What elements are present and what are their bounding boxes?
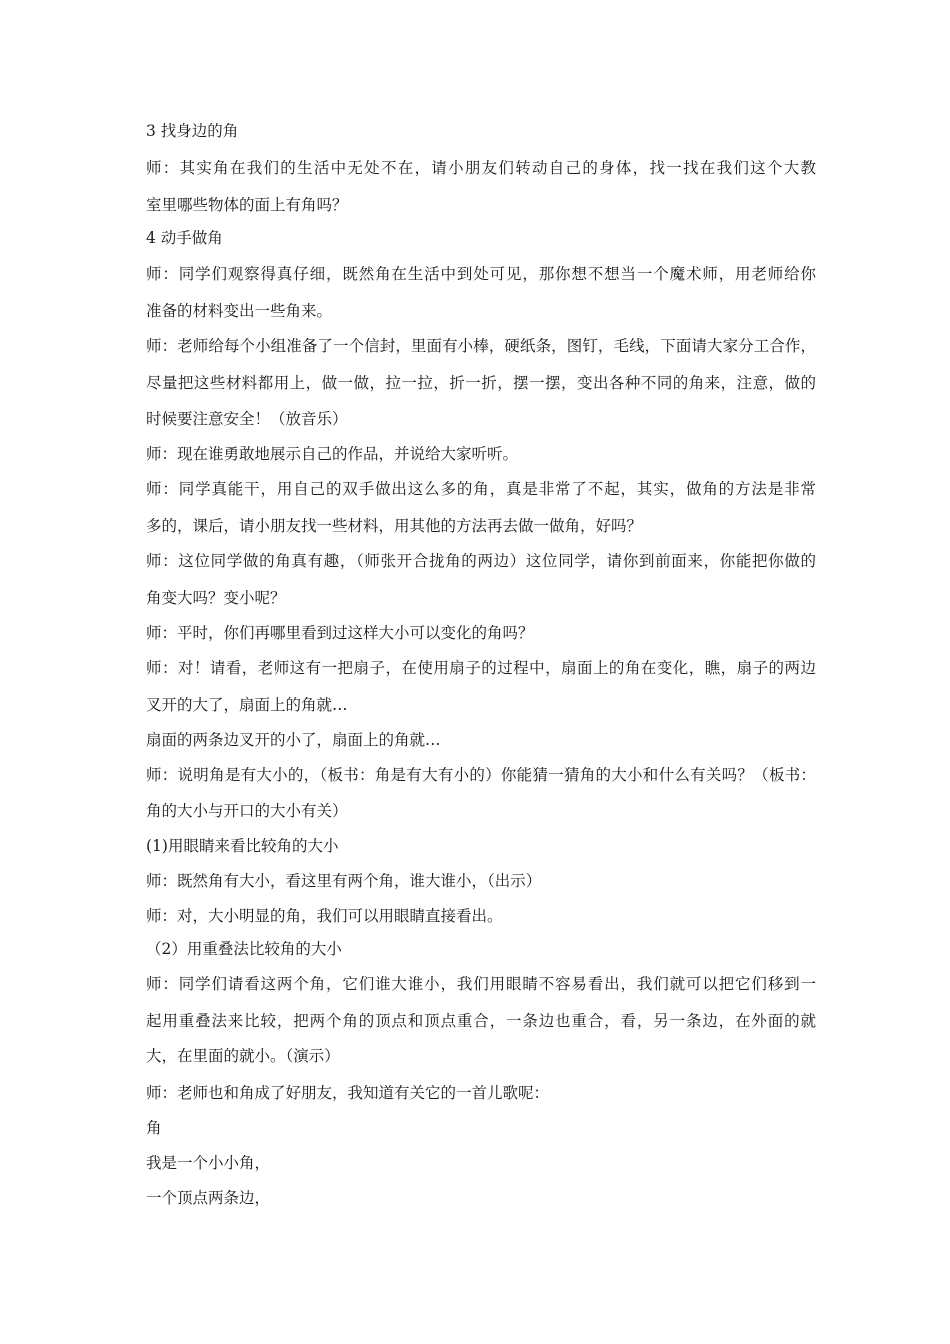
paragraph-line: 师：说明角是有大小的，（板书：角是有大有小的）你能猜一猜角的大小和什么有关吗？（板书： [146, 766, 816, 784]
paragraph-line: 师：平时，你们再哪里看到过这样大小可以变化的角吗？ [146, 624, 534, 642]
paragraph-line: 多的，课后，请小朋友找一些材料，用其他的方法再去做一做角，好吗？ [146, 517, 643, 535]
subsection-heading: (1)用眼睛来看比较角的大小 [146, 837, 339, 855]
paragraph-line: 准备的材料变出一些角来。 [146, 302, 333, 320]
paragraph-line: 师：老师也和角成了好朋友，我知道有关它的一首儿歌呢： [146, 1084, 550, 1102]
paragraph-line: 室里哪些物体的面上有角吗？ [146, 196, 348, 214]
paragraph-line: 师：同学们请看这两个角，它们谁大谁小，我们用眼睛不容易看出，我们就可以把它们移到一 [146, 975, 816, 993]
document-body [146, 121, 816, 1221]
paragraph-line: 角的大小与开口的大小有关） [146, 802, 348, 820]
paragraph-line: 大，在里面的就小。（演示） [146, 1047, 340, 1065]
poem-title: 角 [146, 1119, 162, 1137]
paragraph-line: 师：现在谁勇敢地展示自己的作品，并说给大家听听。 [146, 445, 519, 463]
paragraph-line: 师：这位同学做的角真有趣，（师张开合拢角的两边）这位同学，请你到前面来，你能把你做的 [146, 552, 816, 570]
paragraph-line: 师：同学们观察得真仔细，既然角在生活中到处可见，那你想不想当一个魔术师，用老师给你 [146, 265, 816, 283]
paragraph-line: 师：老师给每个小组准备了一个信封，里面有小棒，硬纸条，图钉，毛线，下面请大家分工合作， [146, 337, 816, 355]
paragraph-line: 角变大吗？变小呢？ [146, 589, 286, 607]
subsection-heading: （2）用重叠法比较角的大小 [146, 940, 342, 958]
paragraph-line: 师：对，大小明显的角，我们可以用眼睛直接看出。 [146, 907, 503, 925]
paragraph-line: 扇面的两条边叉开的小了，扇面上的角就… [146, 731, 441, 749]
paragraph-line: 师：对！请看，老师这有一把扇子，在使用扇子的过程中，扇面上的角在变化，瞧，扇子的两边 [146, 659, 816, 677]
paragraph-line: 尽量把这些材料都用上，做一做，拉一拉，折一折，摆一摆，变出各种不同的角来，注意，做的 [146, 374, 816, 392]
paragraph-line: 时候要注意安全！（放音乐） [146, 410, 348, 428]
poem-line: 一个顶点两条边， [146, 1189, 271, 1207]
paragraph-line: 师：同学真能干，用自己的双手做出这么多的角，真是非常了不起，其实，做角的方法是非常 [146, 480, 816, 498]
paragraph-line: 叉开的大了，扇面上的角就… [146, 696, 348, 714]
paragraph-line: 起用重叠法来比较，把两个角的顶点和顶点重合，一条边也重合，看，另一条边，在外面的就 [146, 1012, 816, 1030]
section-heading: 4 动手做角 [146, 229, 223, 247]
poem-line: 我是一个小小角， [146, 1154, 271, 1172]
paragraph-line: 师：其实角在我们的生活中无处不在，请小朋友们转动自己的身体，找一找在我们这个大教 [146, 159, 816, 177]
paragraph-line: 师：既然角有大小，看这里有两个角，谁大谁小，（出示） [146, 872, 542, 890]
paragraph-line: 3 找身边的角 [146, 122, 239, 140]
